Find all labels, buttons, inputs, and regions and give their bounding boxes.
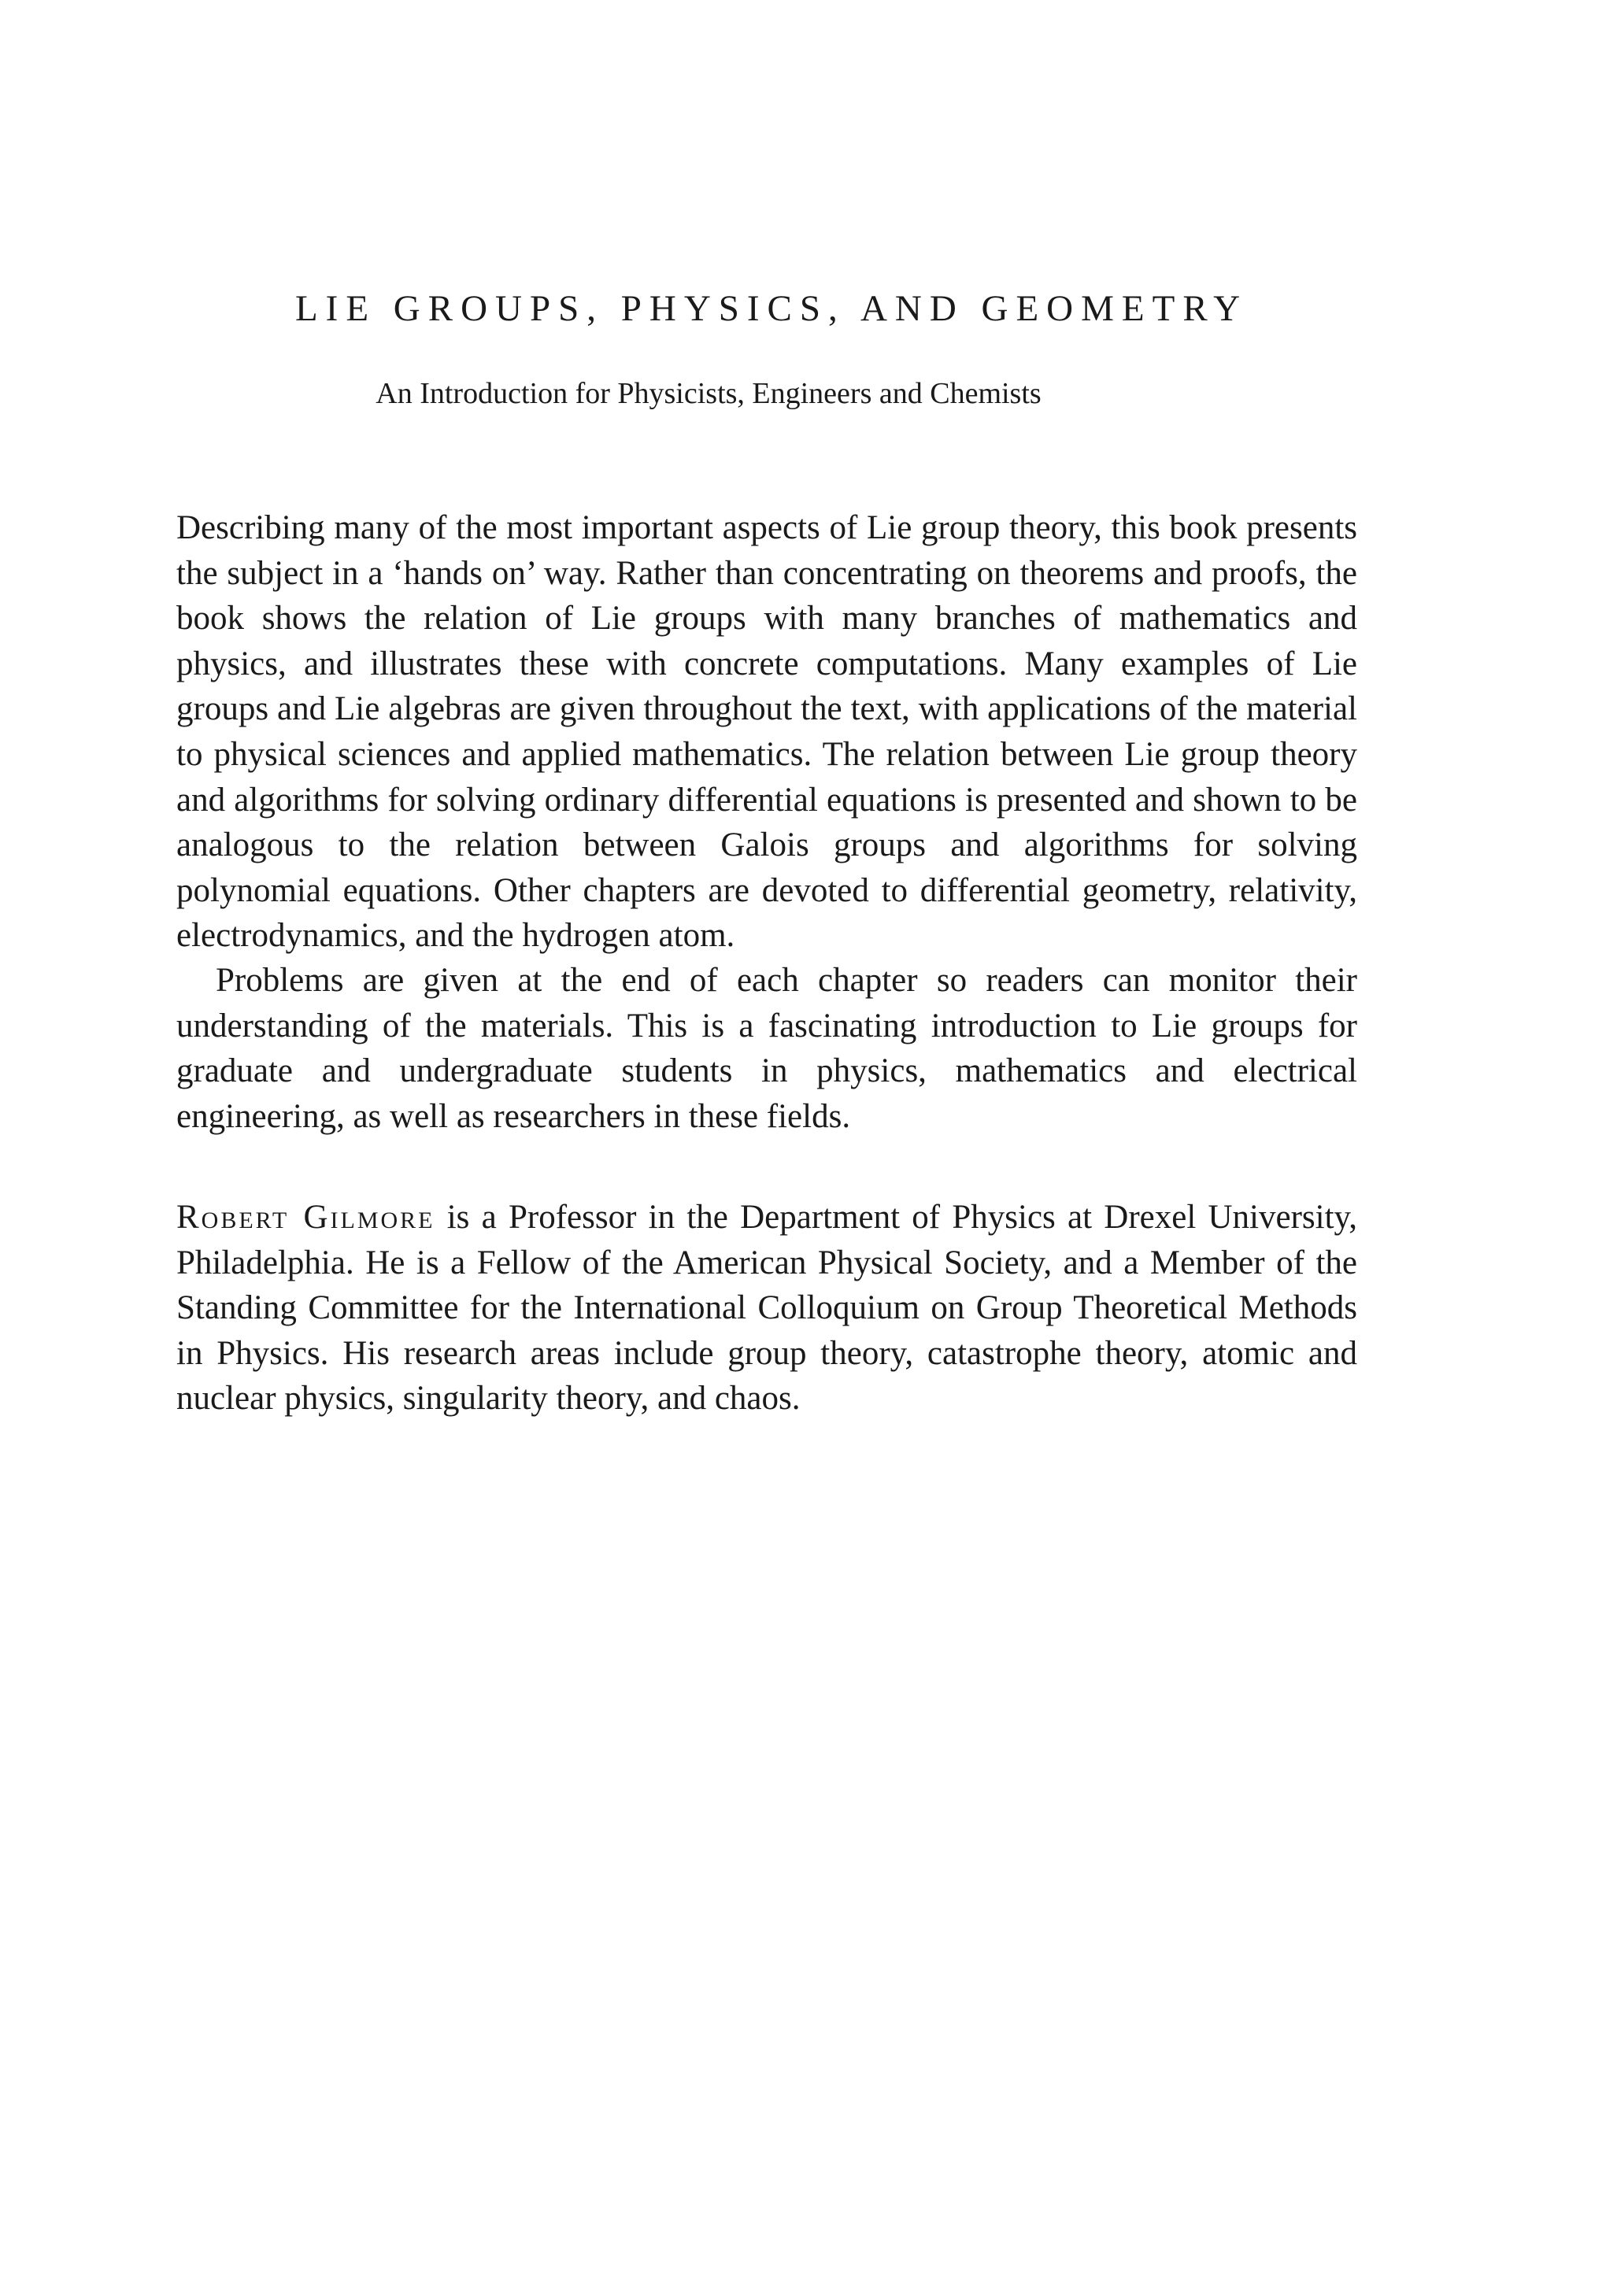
description-paragraph-1: Describing many of the most important aspects of Lie group theory, this book presents the subject in a ‘hands on’ way. Rather than concentrating on theorems and proofs, the book shows the relation of Lie groups with many branches of mathematics and physics, and illustrates these with concrete computations. Many examples of Lie groups and Lie algebras are given throughout the text, with applications of the material to physical sciences and applied mathematics. The relation between Lie group theory and algorithms for solving ordinary differential equations is presented and shown to be analogous to the relation between Galois groups and algorithms for solving polynomial equations. Other chapters are devoted to differential geometry, relativity, electrodynamics, and the hydrogen atom. [176,509,1357,955]
book-subtitle: An Introduction for Physicists, Engineers and Chemists [376,377,1042,410]
description-paragraph-2: Problems are given at the end of each chapter so readers can monitor their understanding of the materials. This is a fascinating introduction to Lie groups for graduate and undergraduate students in physics, mathematics and electrical engineering, as well as researchers in these fields. [176,962,1357,1135]
book-title: LIE GROUPS, PHYSICS, AND GEOMETRY [294,288,1249,329]
author-bio-paragraph [176,1195,1357,1422]
author-bio: is a Professor in the Department of Physics at Drexel University, Philadelphia. He is a Fellow of the American Physical Society, and a Member of the Standing Committee for the International Colloquium on Group Theoretical Methods in Physics. His research areas include group theory, catastrophe theory, atomic and nuclear physics, singularity theory, and chaos. [176,1199,1357,1418]
author-name: Robert Gilmore [176,1199,435,1236]
